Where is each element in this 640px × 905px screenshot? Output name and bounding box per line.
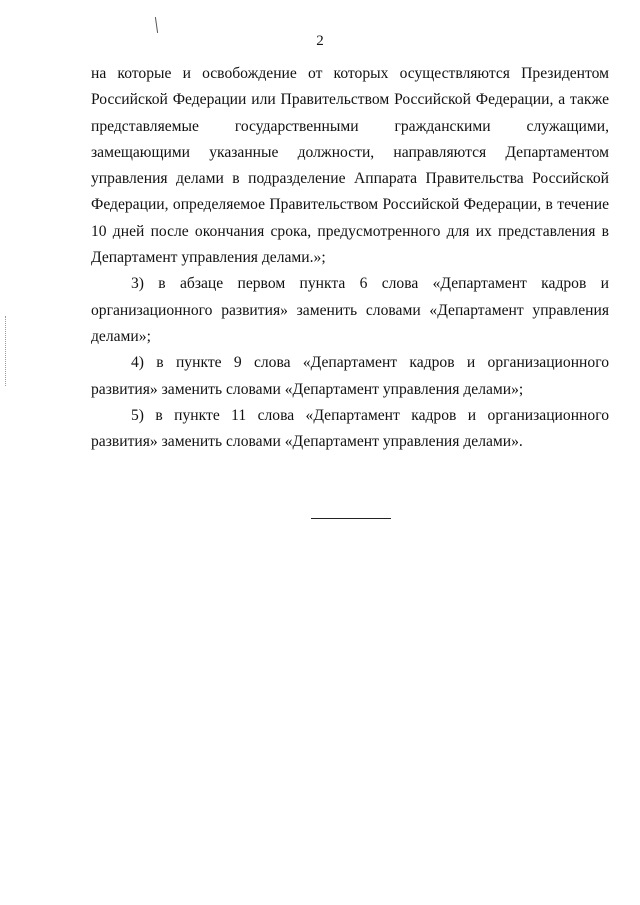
- page-number: 2: [316, 33, 324, 49]
- paragraph-item-4: 4) в пункте 9 слова «Департамент кадров и организационного развития» заменить словами «Департамент управления делами»;: [91, 354, 609, 398]
- margin-dots: [5, 316, 8, 386]
- closing-rule: [311, 518, 391, 519]
- scan-mark: [155, 17, 158, 33]
- paragraph-item-3: 3) в абзаце первом пункта 6 слова «Департамент кадров и организационного развития» заменить словами «Департамент управления делами»;: [91, 275, 609, 345]
- paragraph-continuation: на которые и освобождение от которых осуществляются Президентом Российской Федерации или Правительством Российской Федерации, а также представляемые государственными гражданскими служащими, замещающими указанные должности, направляются Департаментом управления делами в подразделение Аппарата Правительства Российской Федерации, определяемое Правительством Российской Федерации, в течение 10 дней после окончания срока, предусмотренного для их представления в Департамент управления делами.»;: [91, 65, 609, 267]
- document-body: [91, 61, 609, 455]
- paragraph-item-5: 5) в пункте 11 слова «Департамент кадров и организационного развития» заменить словами «Департамент управления делами».: [91, 406, 609, 451]
